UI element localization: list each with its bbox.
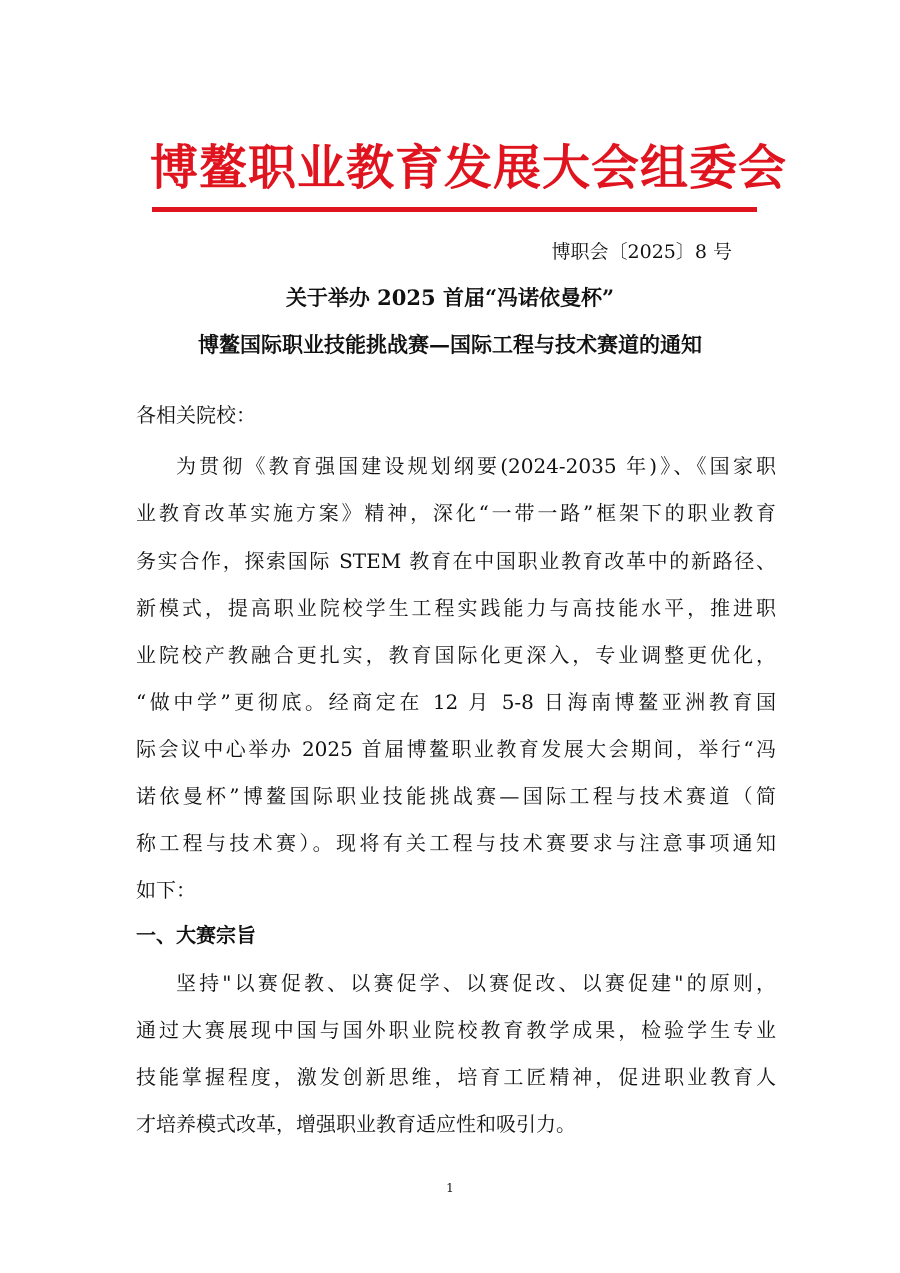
- header-red-rule-bar: [152, 207, 757, 212]
- paragraph-line: 际会议中心举办 2025 首届博鳌职业教育发展大会期间，举行“冯: [136, 737, 776, 761]
- header-red-rule: [152, 207, 757, 212]
- paragraph-line: 新模式，提高职业院校学生工程实践能力与高技能水平，推进职: [136, 596, 776, 620]
- paragraph-line: 业教育改革实施方案》精神，深化“一带一路”框架下的职业教育: [136, 501, 776, 525]
- section-1-heading: 一、大赛宗旨: [136, 923, 256, 947]
- paragraph-line: 诺依曼杯”博鳌国际职业技能挑战赛—国际工程与技术赛道（简: [136, 784, 776, 808]
- paragraph-line: 通过大赛展现中国与国外职业院校教育教学成果，检验学生专业: [136, 1018, 776, 1042]
- notice-title-line-2: 博鳌国际职业技能挑战赛—国际工程与技术赛道的通知: [198, 332, 702, 357]
- document-number: 博职会〔2025〕8 号: [551, 241, 732, 263]
- paragraph-line: 业院校产教融合更扎实，教育国际化更深入，专业调整更优化，: [136, 643, 776, 667]
- paragraph-line: 务实合作，探索国际 STEM 教育在中国职业教育改革中的新路径、: [136, 549, 776, 573]
- paragraph-line: 坚持"以赛促教、以赛促学、以赛促改、以赛促建"的原则，: [176, 971, 776, 995]
- paragraph-line: 如下：: [136, 878, 196, 902]
- paragraph-line: 称工程与技术赛）。现将有关工程与技术赛要求与注意事项通知: [136, 831, 776, 855]
- paragraph-line: 技能掌握程度，激发创新思维，培育工匠精神，促进职业教育人: [136, 1065, 776, 1089]
- salutation: 各相关院校：: [136, 403, 256, 427]
- paragraph-line: 为贯彻《教育强国建设规划纲要(2024-2035 年)》、《国家职: [176, 454, 776, 478]
- paragraph-line: 才培养模式改革，增强职业教育适应性和吸引力。: [136, 1112, 576, 1136]
- paragraph-line: “做中学”更彻底。经商定在 12 月 5-8 日海南博鳌亚洲教育国: [136, 690, 776, 714]
- notice-title-line-1: 关于举办 2025 首届“冯诺依曼杯”: [285, 285, 615, 310]
- page-number: 1: [446, 1181, 454, 1195]
- organization-header-title: 博鳌职业教育发展大会组委会: [150, 140, 788, 196]
